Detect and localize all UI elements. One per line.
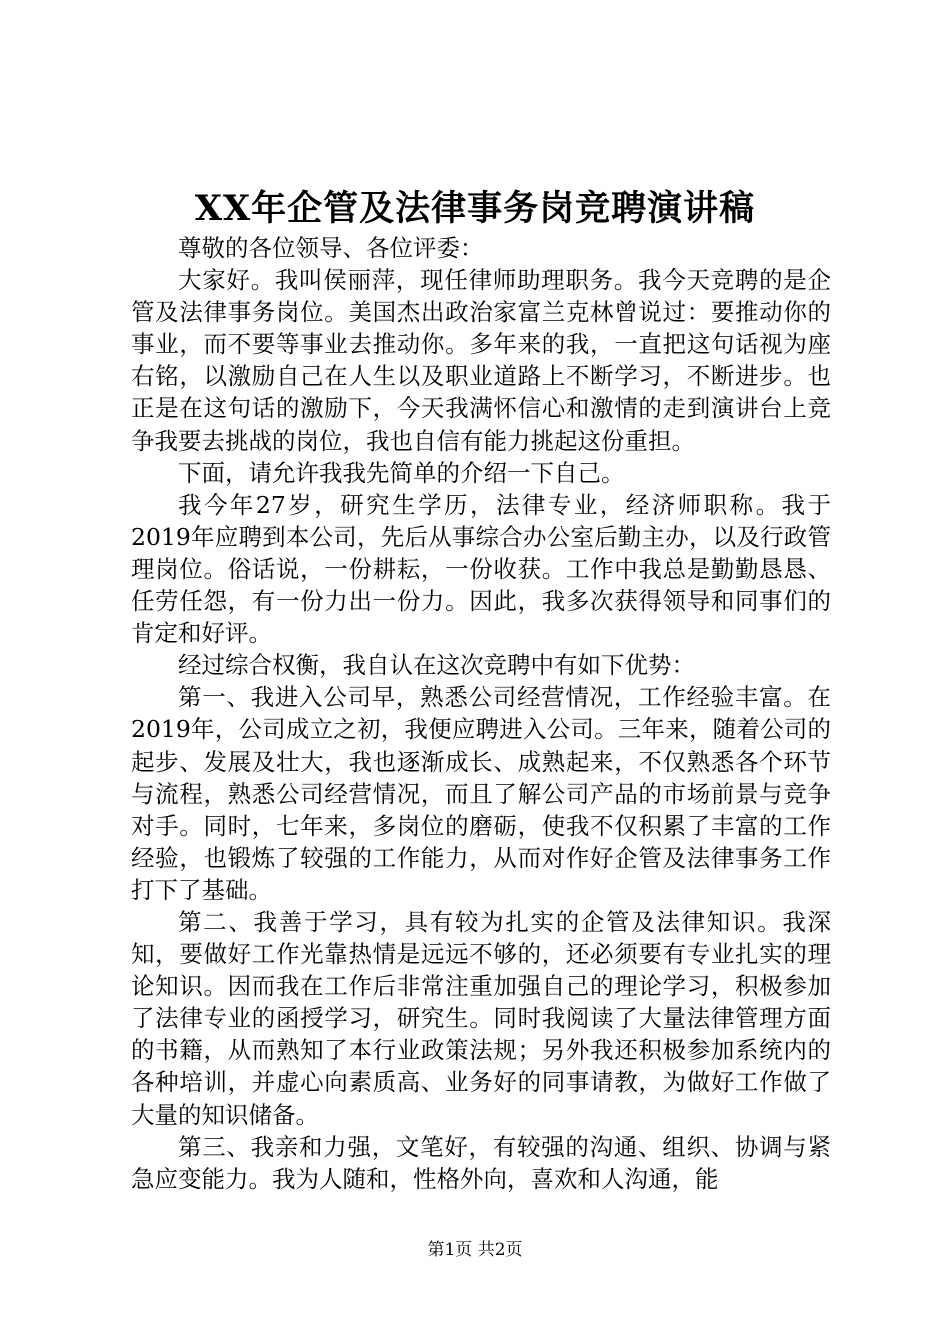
paragraph: 下面，请允许我我先简单的介绍一下自己。 xyxy=(178,458,625,487)
paragraph: 第一、我进入公司早，熟悉公司经营情况，工作经验丰富。在2019年，公司成立之初，我便应聘进入公司。三年来，随着公司的起步、发展及壮大，我也逐渐成长、成熟起来，不仅熟悉各个环节与流程，熟悉公司经营情况，而且了解公司产品的市场前景与竞争对手。同时，七年来，多岗位的磨砺，使我不仅积累了丰富的工作经验，也锻炼了较强的工作能力，从而对作好企管及法律事务工作打下了基础。 xyxy=(131,683,831,904)
paragraph: 第三、我亲和力强，文笔好，有较强的沟通、组织、协调与紧急应变能力。我为人随和，性格外向，喜欢和人沟通，能 xyxy=(131,1132,831,1193)
salutation: 尊敬的各位领导、各位评委： xyxy=(178,234,484,262)
document-body xyxy=(131,232,831,1195)
paragraph: 我今年27岁，研究生学历，法律专业，经济师职称。我于2019年应聘到本公司，先后从事综合办公室后勤主办，以及行政管理岗位。俗话说，一份耕耘，一份收获。工作中我总是勤勤恳恳、任劳任怨，有一份力出一份力。因此，我多次获得领导和同事们的肯定和好评。 xyxy=(131,490,831,648)
paragraph: 第二、我善于学习，具有较为扎实的企管及法律知识。我深知，要做好工作光靠热情是远远不够的，还必须要有专业扎实的理论知识。因而我在工作后非常注重加强自己的理论学习，积极参加了法律专业的函授学习，研究生。同时我阅读了大量法律管理方面的书籍，从而熟知了本行业政策法规；另外我还积极参加系统内的各种培训，并虚心向素质高、业务好的同事请教，为做好工作做了大量的知识储备。 xyxy=(131,907,831,1129)
page-number-footer: 第1页 共2页 xyxy=(427,1240,523,1260)
paragraph: 大家好。我叫侯丽萍，现任律师助理职务。我今天竞聘的是企管及法律事务岗位。美国杰出政治家富兰克林曾说过：要推动你的事业，而不要等事业去推动你。多年来的我，一直把这句话视为座右铭，以激励自己在人生以及职业道路上不断学习，不断进步。也正是在这句话的激励下，今天我满怀信心和激情的走到演讲台上竞争我要去挑战的岗位，我也自信有能力挑起这份重担。 xyxy=(131,266,831,455)
paragraph: 经过综合权衡，我自认在这次竞聘中有如下优势： xyxy=(178,651,695,680)
document-title: XX年企管及法律事务岗竞聘演讲稿 xyxy=(194,188,756,229)
